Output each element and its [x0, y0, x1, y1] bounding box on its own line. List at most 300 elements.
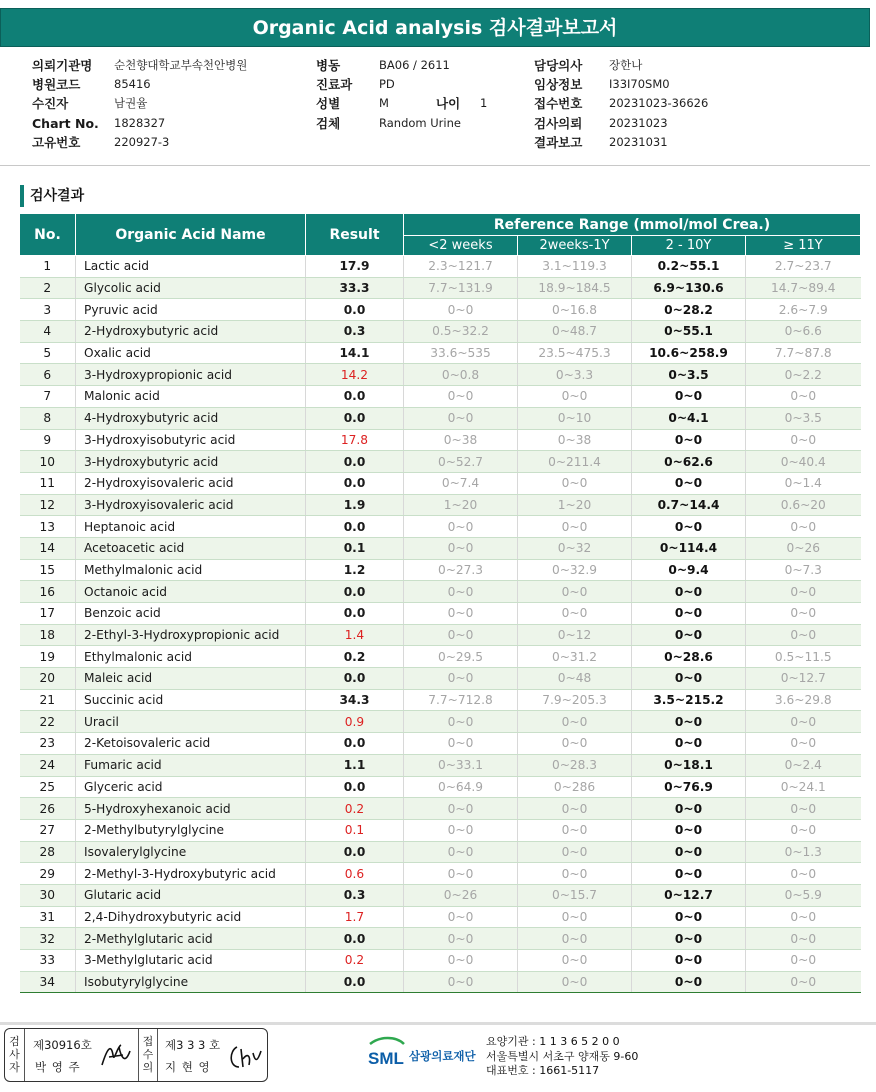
reference-range: 0~0 [404, 624, 518, 646]
reference-range: 0~0 [632, 624, 746, 646]
reference-range: 0~0 [518, 906, 632, 928]
reference-range: 0~9.4 [632, 559, 746, 581]
reference-range: 2.6~7.9 [746, 299, 861, 321]
acid-name: Octanoic acid [76, 581, 306, 603]
reference-range: 0~0 [632, 819, 746, 841]
address-line: 대표번호 : 1661-5117 [486, 1064, 600, 1077]
tester-signature [99, 1039, 133, 1073]
acid-name: 2-Hydroxybutyric acid [76, 321, 306, 343]
table-row [20, 559, 861, 581]
reference-range: 0~0 [518, 798, 632, 820]
footer-divider [0, 1022, 876, 1025]
result-value: 0.0 [306, 841, 404, 863]
reference-range: 0~55.1 [632, 321, 746, 343]
info-label: 결과보고 [534, 134, 583, 150]
result-value: 0.0 [306, 776, 404, 798]
reference-range: 0.5~32.2 [404, 321, 518, 343]
header-result: Result [306, 214, 404, 256]
table-row [20, 776, 861, 798]
reference-range: 3.5~215.2 [632, 689, 746, 711]
reference-range: 0~0.8 [404, 364, 518, 386]
row-number: 21 [20, 689, 76, 711]
reference-range: 0~10 [518, 407, 632, 429]
reference-range: 0.7~14.4 [632, 494, 746, 516]
header-name: Organic Acid Name [76, 214, 306, 256]
acid-name: Lactic acid [76, 256, 306, 278]
table-row [20, 819, 861, 841]
reference-range: 0~0 [404, 516, 518, 538]
info-label: 검체 [316, 115, 341, 131]
reference-range: 0~0 [404, 798, 518, 820]
reference-range: 7.7~712.8 [404, 689, 518, 711]
reference-range: 0~0 [632, 841, 746, 863]
row-number: 6 [20, 364, 76, 386]
reference-range: 0~0 [404, 668, 518, 690]
header-ref-2-10y: 2 - 10Y [632, 236, 746, 256]
reference-range: 0~114.4 [632, 537, 746, 559]
reference-range: 0~64.9 [404, 776, 518, 798]
acid-name: 2-Hydroxyisovaleric acid [76, 472, 306, 494]
row-number: 18 [20, 624, 76, 646]
acid-name: 2-Ketoisovaleric acid [76, 733, 306, 755]
info-value: I33I70SM0 [609, 77, 670, 92]
row-number: 22 [20, 711, 76, 733]
result-value: 0.0 [306, 299, 404, 321]
table-row [20, 321, 861, 343]
patient-info [0, 56, 876, 156]
reference-range: 0~12 [518, 624, 632, 646]
reference-range: 0~32.9 [518, 559, 632, 581]
reference-range: 0~15.7 [518, 884, 632, 906]
results-table [19, 213, 861, 993]
reference-range: 0~0 [518, 711, 632, 733]
reference-range: 1~20 [518, 494, 632, 516]
row-number: 32 [20, 928, 76, 950]
info-row [534, 114, 668, 133]
reference-range: 0~12.7 [746, 668, 861, 690]
reference-range: 0~0 [632, 429, 746, 451]
tester-name: 박 영 주 [35, 1060, 81, 1074]
info-row [316, 94, 488, 113]
result-value: 0.0 [306, 928, 404, 950]
table-row [20, 277, 861, 299]
acid-name: Ethylmalonic acid [76, 646, 306, 668]
row-number: 26 [20, 798, 76, 820]
info-label: 검사의뢰 [534, 115, 583, 131]
reference-range: 3.6~29.8 [746, 689, 861, 711]
acid-name: 2,4-Dihydroxybutyric acid [76, 906, 306, 928]
acid-name: 3-Methylglutaric acid [76, 950, 306, 972]
result-value: 0.0 [306, 668, 404, 690]
reference-range: 0~0 [404, 950, 518, 972]
reference-range: 0~0 [404, 928, 518, 950]
result-value: 14.2 [306, 364, 404, 386]
info-label: 고유번호 [32, 134, 81, 150]
reference-range: 0~0 [632, 863, 746, 885]
reference-range: 0~0 [518, 581, 632, 603]
reference-range: 0~0 [632, 798, 746, 820]
logo-text: SML [368, 1049, 404, 1068]
receiver-name: 지 현 영 [165, 1060, 211, 1074]
row-number: 1 [20, 256, 76, 278]
result-value: 0.1 [306, 537, 404, 559]
reference-range: 0~32 [518, 537, 632, 559]
info-row [32, 133, 170, 152]
reference-range: 0~7.4 [404, 472, 518, 494]
result-value: 0.6 [306, 863, 404, 885]
reference-range: 0.2~55.1 [632, 256, 746, 278]
reference-range: 0~40.4 [746, 451, 861, 473]
address-line: 서울특별시 서초구 양재동 9-60 [486, 1049, 639, 1063]
result-value: 1.7 [306, 906, 404, 928]
reference-range: 0~0 [632, 472, 746, 494]
info-value: 1828327 [114, 115, 166, 130]
table-row [20, 754, 861, 776]
reference-range: 0~211.4 [518, 451, 632, 473]
row-number: 31 [20, 906, 76, 928]
info-value: 20231023-36626 [609, 96, 709, 111]
reference-range: 0~28.6 [632, 646, 746, 668]
reference-range: 7.9~205.3 [518, 689, 632, 711]
header-ref-2weeks-1y: 2weeks-1Y [518, 236, 632, 256]
result-value: 17.9 [306, 256, 404, 278]
acid-name: Uracil [76, 711, 306, 733]
row-number: 15 [20, 559, 76, 581]
reference-range: 7.7~87.8 [746, 342, 861, 364]
reference-range: 0~76.9 [632, 776, 746, 798]
reference-range: 0~1.4 [746, 472, 861, 494]
header-ref-11y-plus: ≥ 11Y [746, 236, 861, 256]
reference-range: 0~4.1 [632, 407, 746, 429]
reference-range: 0~0 [746, 906, 861, 928]
reference-range: 2.7~23.7 [746, 256, 861, 278]
info-row [534, 94, 709, 113]
header-ref-under-2-weeks: <2 weeks [404, 236, 518, 256]
reference-range: 0~0 [404, 299, 518, 321]
acid-name: Glutaric acid [76, 884, 306, 906]
info-row [32, 75, 151, 94]
row-number: 25 [20, 776, 76, 798]
row-number: 28 [20, 841, 76, 863]
info-row [534, 133, 668, 152]
reference-range: 0~0 [404, 603, 518, 625]
table-row [20, 928, 861, 950]
acid-name: Heptanoic acid [76, 516, 306, 538]
result-value: 0.2 [306, 798, 404, 820]
organization-address [486, 1035, 638, 1079]
row-number: 2 [20, 277, 76, 299]
row-number: 24 [20, 754, 76, 776]
reference-range: 0~0 [632, 928, 746, 950]
info-label: 성별 [316, 96, 341, 112]
reference-range: 0~0 [518, 928, 632, 950]
table-row [20, 863, 861, 885]
reference-range: 0~2.2 [746, 364, 861, 386]
row-number: 17 [20, 603, 76, 625]
row-number: 27 [20, 819, 76, 841]
info-label: 병원코드 [32, 77, 81, 93]
reference-range: 0~0 [518, 603, 632, 625]
info-value: M [379, 96, 389, 111]
acid-name: Malonic acid [76, 386, 306, 408]
reference-range: 0~0 [632, 733, 746, 755]
result-value: 0.0 [306, 451, 404, 473]
row-number: 3 [20, 299, 76, 321]
reference-range: 1~20 [404, 494, 518, 516]
reference-range: 3.1~119.3 [518, 256, 632, 278]
reference-range: 0~16.8 [518, 299, 632, 321]
info-label: 수진자 [32, 96, 69, 112]
reference-range: 0~286 [518, 776, 632, 798]
reference-range: 0~24.1 [746, 776, 861, 798]
row-number: 30 [20, 884, 76, 906]
reference-range: 0~0 [518, 516, 632, 538]
reference-range: 0~18.1 [632, 754, 746, 776]
reference-range: 0.6~20 [746, 494, 861, 516]
table-row [20, 451, 861, 473]
reference-range: 0~0 [632, 906, 746, 928]
row-number: 5 [20, 342, 76, 364]
acid-name: 4-Hydroxybutyric acid [76, 407, 306, 429]
result-value: 0.0 [306, 472, 404, 494]
table-row [20, 971, 861, 993]
reference-range: 0~0 [632, 603, 746, 625]
info-row [32, 94, 148, 113]
reference-range: 7.7~131.9 [404, 277, 518, 299]
info-value: 85416 [114, 77, 151, 92]
reference-range: 0~0 [746, 603, 861, 625]
row-number: 29 [20, 863, 76, 885]
reference-range: 0~0 [746, 863, 861, 885]
table-row [20, 537, 861, 559]
reference-range: 0~31.2 [518, 646, 632, 668]
acid-name: 3-Hydroxypropionic acid [76, 364, 306, 386]
table-row [20, 581, 861, 603]
reference-range: 0~0 [746, 733, 861, 755]
table-row [20, 407, 861, 429]
receiver-signature [227, 1041, 263, 1073]
acid-name: Glycolic acid [76, 277, 306, 299]
reference-range: 0~48.7 [518, 321, 632, 343]
info-label: 진료과 [316, 77, 353, 93]
info-value: 20231023 [609, 115, 668, 130]
reference-range: 0~48 [518, 668, 632, 690]
acid-name: Benzoic acid [76, 603, 306, 625]
tester-license: 제30916호 [33, 1038, 92, 1052]
result-value: 1.2 [306, 559, 404, 581]
row-number: 19 [20, 646, 76, 668]
reference-range: 0~52.7 [404, 451, 518, 473]
reference-range: 0~0 [404, 581, 518, 603]
reference-range: 0~0 [632, 950, 746, 972]
result-value: 1.4 [306, 624, 404, 646]
result-value: 1.1 [306, 754, 404, 776]
reference-range: 0~0 [746, 516, 861, 538]
table-row [20, 668, 861, 690]
reference-range: 0~0 [746, 819, 861, 841]
reference-range: 0~0 [746, 386, 861, 408]
reference-range: 18.9~184.5 [518, 277, 632, 299]
reference-range: 0~1.3 [746, 841, 861, 863]
info-row [534, 56, 643, 75]
reference-range: 0~27.3 [404, 559, 518, 581]
acid-name: Acetoacetic acid [76, 537, 306, 559]
info-column-1 [32, 56, 248, 152]
table-row [20, 950, 861, 972]
table-row [20, 906, 861, 928]
table-row [20, 256, 861, 278]
reference-range: 0~0 [518, 733, 632, 755]
reference-range: 0~0 [518, 819, 632, 841]
report-title: Organic Acid analysis 검사결과보고서 [0, 8, 870, 47]
table-row [20, 711, 861, 733]
header-reference-range: Reference Range (mmol/mol Crea.) [404, 214, 861, 236]
info-label: 접수번호 [534, 96, 583, 112]
table-row [20, 299, 861, 321]
reference-range: 0~29.5 [404, 646, 518, 668]
row-number: 7 [20, 386, 76, 408]
result-value: 33.3 [306, 277, 404, 299]
acid-name: Glyceric acid [76, 776, 306, 798]
address-line: 요양기관 : 1 1 3 6 5 2 0 0 [486, 1035, 620, 1048]
result-value: 0.0 [306, 516, 404, 538]
info-label: 임상정보 [534, 77, 583, 93]
result-value: 0.3 [306, 321, 404, 343]
acid-name: 3-Hydroxyisobutyric acid [76, 429, 306, 451]
acid-name: Oxalic acid [76, 342, 306, 364]
row-number: 14 [20, 537, 76, 559]
sml-logo-icon [366, 1034, 408, 1074]
info-label: Chart No. [32, 115, 99, 131]
reference-range: 0~0 [746, 624, 861, 646]
result-value: 0.2 [306, 950, 404, 972]
row-number: 10 [20, 451, 76, 473]
info-value: 장한나 [609, 58, 643, 72]
acid-name: 2-Ethyl-3-Hydroxypropionic acid [76, 624, 306, 646]
info-column-3 [534, 56, 709, 152]
row-number: 13 [20, 516, 76, 538]
info-value: BA06 / 2611 [379, 58, 450, 72]
reference-range: 0~0 [632, 581, 746, 603]
info-value: 20231031 [609, 134, 668, 149]
acid-name: Pyruvic acid [76, 299, 306, 321]
table-row [20, 603, 861, 625]
row-number: 11 [20, 472, 76, 494]
reference-range: 0~12.7 [632, 884, 746, 906]
row-number: 9 [20, 429, 76, 451]
table-row [20, 841, 861, 863]
reference-range: 0.5~11.5 [746, 646, 861, 668]
reference-range: 0~0 [518, 472, 632, 494]
reference-range: 0~0 [518, 950, 632, 972]
reference-range: 0~0 [404, 711, 518, 733]
acid-name: 2-Methylbutyrylglycine [76, 819, 306, 841]
info-row [316, 114, 461, 133]
result-value: 0.0 [306, 407, 404, 429]
acid-name: 2-Methylglutaric acid [76, 928, 306, 950]
table-row [20, 386, 861, 408]
table-row [20, 646, 861, 668]
reference-range: 0~62.6 [632, 451, 746, 473]
result-value: 0.0 [306, 603, 404, 625]
reference-range: 0~0 [746, 429, 861, 451]
reference-range: 0~0 [632, 711, 746, 733]
table-row [20, 494, 861, 516]
reference-range: 0~38 [404, 429, 518, 451]
reference-range: 0~0 [404, 971, 518, 993]
reference-range: 0~0 [518, 841, 632, 863]
result-value: 0.1 [306, 819, 404, 841]
reference-range: 0~0 [632, 971, 746, 993]
acid-name: Isovalerylglycine [76, 841, 306, 863]
table-row [20, 624, 861, 646]
section-title: 검사결과 [20, 185, 84, 207]
info-label: 병동 [316, 58, 341, 73]
acid-name: Maleic acid [76, 668, 306, 690]
info-value: 남권율 [114, 96, 148, 111]
reference-range: 0~0 [746, 711, 861, 733]
reference-range: 0~0 [518, 386, 632, 408]
result-value: 0.0 [306, 581, 404, 603]
table-row [20, 689, 861, 711]
info-label: 담당의사 [534, 58, 583, 73]
acid-name: Isobutyrylglycine [76, 971, 306, 993]
row-number: 4 [20, 321, 76, 343]
reference-range: 0~28.3 [518, 754, 632, 776]
info-value: PD [379, 77, 395, 92]
tester-label: 검사자 [5, 1029, 25, 1081]
reference-range: 0~0 [632, 668, 746, 690]
reference-range: 0~0 [404, 863, 518, 885]
reference-range: 0~0 [404, 407, 518, 429]
info-label: 의뢰기관명 [32, 58, 93, 73]
result-value: 34.3 [306, 689, 404, 711]
reference-range: 0~6.6 [746, 321, 861, 343]
reference-range: 0~0 [404, 386, 518, 408]
reference-range: 2.3~121.7 [404, 256, 518, 278]
result-value: 0.0 [306, 386, 404, 408]
acid-name: Fumaric acid [76, 754, 306, 776]
row-number: 23 [20, 733, 76, 755]
reference-range: 0~2.4 [746, 754, 861, 776]
reference-range: 0~3.5 [632, 364, 746, 386]
reference-range: 0~0 [404, 733, 518, 755]
table-row [20, 364, 861, 386]
reference-range: 0~38 [518, 429, 632, 451]
reference-range: 0~0 [746, 950, 861, 972]
table-row [20, 429, 861, 451]
row-number: 33 [20, 950, 76, 972]
reference-range: 33.6~535 [404, 342, 518, 364]
info-row [32, 56, 248, 75]
reference-range: 0~26 [746, 537, 861, 559]
reference-range: 14.7~89.4 [746, 277, 861, 299]
reference-range: 0~33.1 [404, 754, 518, 776]
row-number: 34 [20, 971, 76, 993]
signature-box [4, 1028, 268, 1082]
info-row [32, 114, 166, 133]
result-value: 17.8 [306, 429, 404, 451]
reference-range: 0~0 [518, 863, 632, 885]
reference-range: 0~0 [518, 971, 632, 993]
info-column-2 [316, 56, 488, 133]
reference-range: 0~0 [632, 386, 746, 408]
reference-range: 10.6~258.9 [632, 342, 746, 364]
reference-range: 0~7.3 [746, 559, 861, 581]
reference-range: 0~0 [746, 971, 861, 993]
reference-range: 0~26 [404, 884, 518, 906]
org-name: 삼광의료재단 [409, 1049, 476, 1063]
